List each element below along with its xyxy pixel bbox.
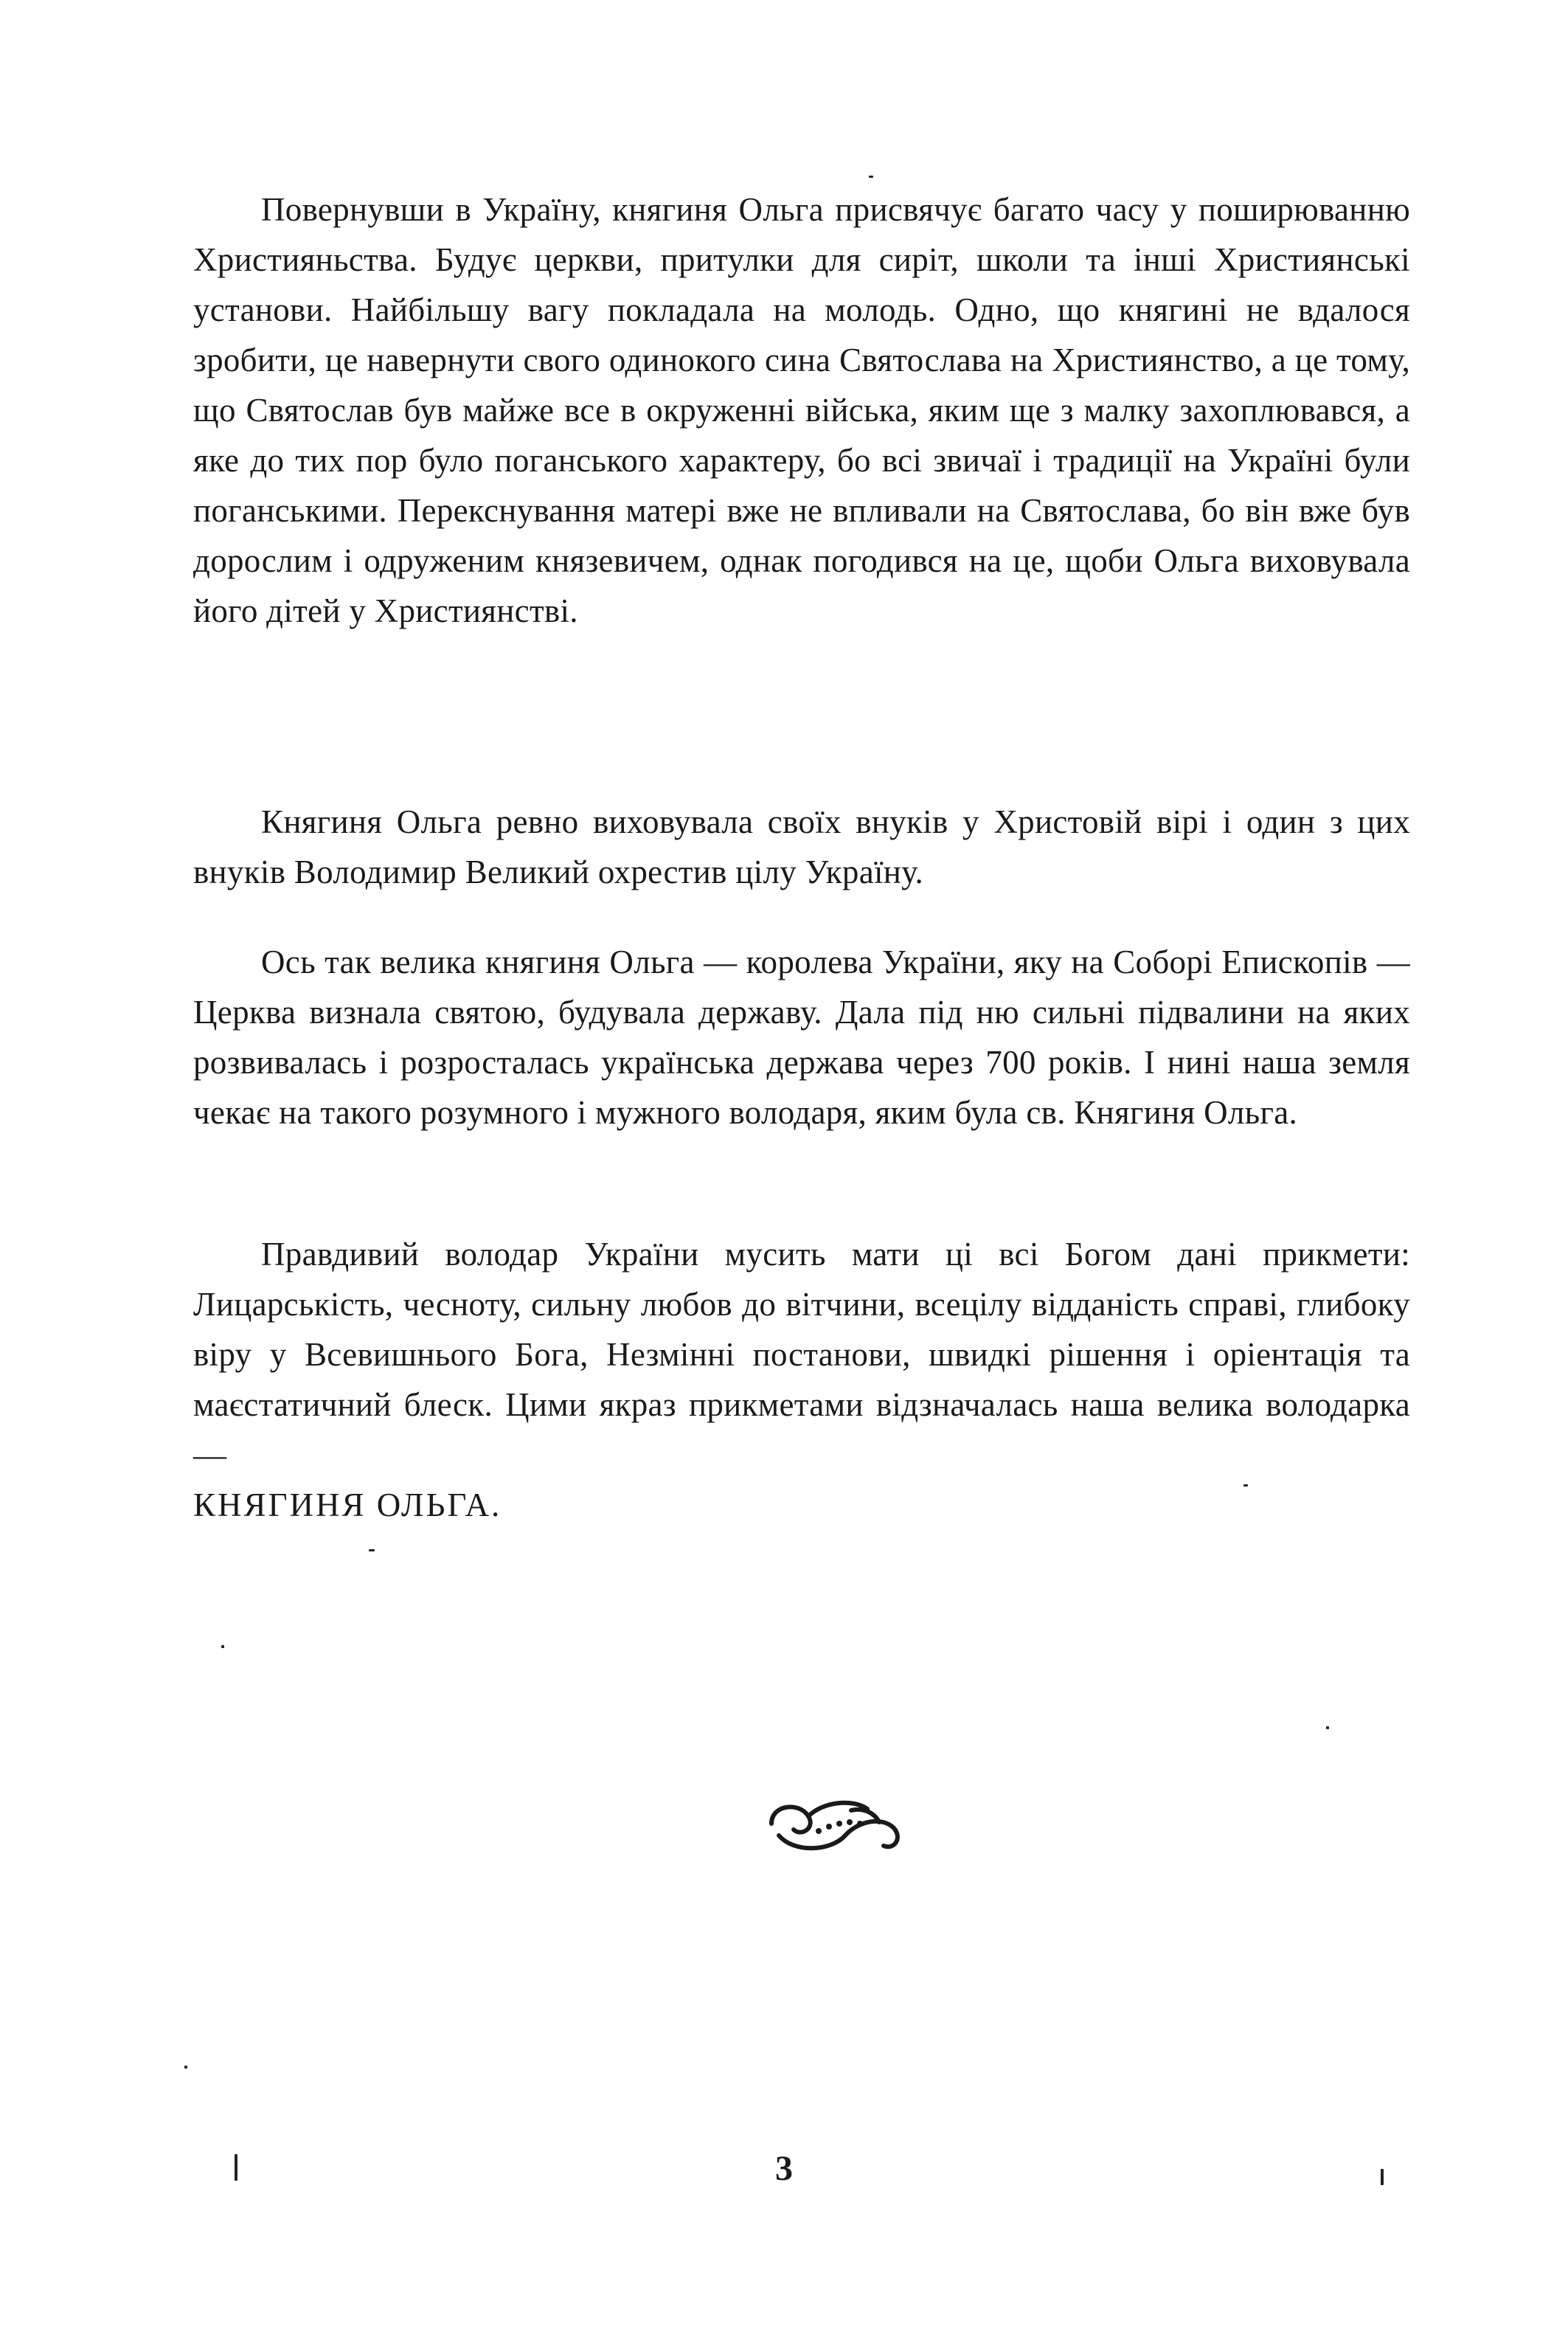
scan-speck <box>221 1645 224 1648</box>
scan-speck <box>369 1549 375 1551</box>
closing-name: КНЯГИНЯ ОЛЬГА. <box>193 1487 502 1523</box>
scan-speck <box>1381 2169 1384 2185</box>
paragraph-1-text: Повернувши в Україну, княгиня Ольга присвячує багато часу у поширюванню Християньства. Будує церкви, притулки для сиріт, школи та інші Християнські установи. Найбільшу вагу покладала на молодь. Одно, що княгині не вдалося зробити, це навернути свого одинокого сина Святослава на Християнство, а це тому, що Святослав був майже все в окруженні війська, яким ще з малку захоплювався, а яке до тих пор було поганського характеру, бо всі звичаї і традиції на Україні були поганськими. Перекснування матері вже не впливали на Святослава, бо він вже був дорослим і одруженим князевичем, однак погодився на це, щоби Ольга виховувала його дітей у Християнстві. <box>193 191 1410 629</box>
scan-speck <box>1243 1484 1248 1487</box>
scan-speck <box>235 2154 237 2181</box>
scan-speck <box>1326 1726 1329 1729</box>
paragraph-3-text: Ось так велика княгиня Ольга — королева України, яку на Соборі Епископів — Церква визнала святою, будувала державу. Дала під ню сильні підвалини на яких розвивалась і розросталась українська держава через 700 років. І нині наша земля чекає на такого розумного і мужного володаря, яким була св. Княгиня Ольга. <box>193 944 1410 1131</box>
scan-speck <box>184 2066 187 2069</box>
paragraph-2 <box>193 797 1410 897</box>
paragraph-4-text <box>193 1229 1410 1530</box>
scan-speck <box>869 176 873 178</box>
paragraph-1 <box>193 184 1410 636</box>
decorative-flourish-icon <box>764 1794 906 1856</box>
paragraph-4 <box>193 1229 1410 1530</box>
paragraph-4-body: Правдивий володар України мусить мати ці всі Богом дані прикмети: Лицарськість, чесноту, сильну любов до вітчини, всецілу відданість справі, глибоку віру у Всевишнього Бога, Незмінні постанови, швидкі рішення і оріентація та маєстатичний блеск. Цими якраз прикметами відзначалась наша велика володарка — <box>193 1236 1410 1473</box>
paragraph-3 <box>193 937 1410 1138</box>
page-number: 3 <box>775 2149 793 2188</box>
paragraph-2-text: Княгиня Ольга ревно виховувала своїх внуків у Христовій вірі і один з цих внуків Володимир Великий охрестив цілу Україну. <box>193 803 1410 890</box>
